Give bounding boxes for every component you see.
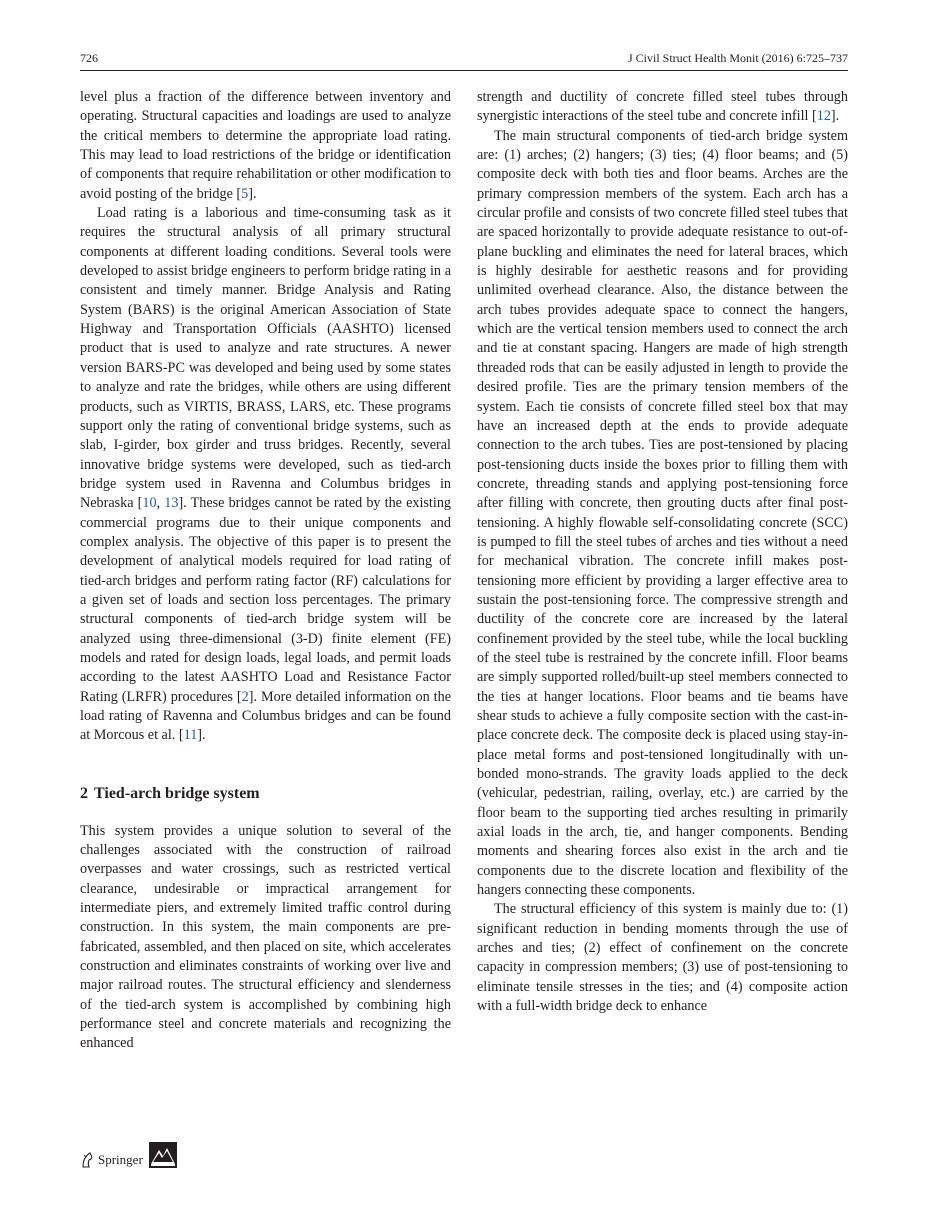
citation-link[interactable]: 12 xyxy=(816,108,831,125)
paragraph: strength and ductility of concrete filled steel tubes through synergistic interactions of the steel tube and concrete infill [12]. xyxy=(477,89,848,125)
springer-horse-icon xyxy=(80,1152,94,1168)
paragraph: The structural efficiency of this system is mainly due to: (1) significant reduction in bending moments through the use of arches and ties; (2) effect of confinement on the concrete capacity in compression members; (3) use of post-tensioning to eliminate tensile stresses in the ties; and (4) composite action with a full-width bridge deck to enhance xyxy=(477,901,848,1015)
paragraph: The main structural components of tied-arch bridge system are: (1) arches; (2) hangers; (3) ties; (4) floor beams; and (5) composite deck with both ties and floor beams. Arches are the primary compression members of the system. Each arch has a circular profile and consists of two concrete filled steel tubes that are spaced horizontally to provide adequate resistance to out-of-plane buckling and eliminates the need for lateral braces, which is highly desirable for aesthetic reasons and for providing unlimited overhead clearance. Also, the distance between the arch tubes provides adequate space to connect the hangers, which are the vertical tension members used to connect the arch and tie at constant spacing. Hangers are made of high strength threaded rods that can be easily adjusted in length to provide the desired profile. Ties are the primary tension members of the system. Each tie consists of concrete filled steel box that may have an increased depth at the ends to provide adequate connection to the arch tubes. Ties are post-tensioned by placing post-tensioning ducts inside the boxes prior to filling them with concrete, threading stands and applying post-tensioning force after filling with concrete, then grouting ducts after final post-tensioning. A highly flowable self-consolidating concrete (SCC) is pumped to fill the steel tubes of arches and ties without a need for mechanical vibration. The concrete infill makes post-tensioning more efficient by providing a larger effective area to sustain the post-tensioning force. The compressive strength and ductility of the concrete core are increased by the lateral confinement provided by the steel tube, while the local buckling of the steel tube is restrained by the concrete infill. Floor beams are simply supported rolled/built-up steel members connected to the ties at hanger locations. Floor beams and tie beams have shear studs to achieve a fully composite section with the cast-in-place concrete deck. The composite deck is placed using stay-in-place metal forms and post-tensioned longitudinally with un-bonded mono-strands. The gravity loads applied to the deck (vehicular, pedestrian, railing, overlay, etc.) are carried by the floor beam to the supporting tied arches resulting in primarily axial loads in the arch, tie, and hanger components. Bending moments and shearing forces also exist in the arch and tie components due to the discrete location and flexibility of the hangers connecting these components. xyxy=(477,127,848,899)
springer-brand xyxy=(80,1152,143,1168)
section-number: 2 xyxy=(80,784,88,802)
paragraph: This system provides a unique solution to several of the challenges associated with the construction of railroad overpasses and water crossings, such as restricted vertical clearance, undesirable or impractical arrangement for intermediate piers, and extremely limited traffic control during construction. In this system, the main components are pre-fabricated, assembled, and then placed on site, which accelerates construction and eliminates constraints of working over live and major railroad routes. The structural efficiency and slenderness of the tied-arch system is accomplished by combining high performance steel and concrete materials and recognizing the enhanced xyxy=(80,822,451,1052)
citation-link[interactable]: 5 xyxy=(241,185,249,202)
page-footer xyxy=(80,1138,177,1168)
citation-link[interactable]: 10 xyxy=(142,495,157,512)
header-rule xyxy=(80,70,848,71)
journal-logo-icon xyxy=(149,1142,177,1168)
page-number: 726 xyxy=(80,51,98,65)
section-title: Tied-arch bridge system xyxy=(94,784,260,802)
citation-link[interactable]: 13 xyxy=(164,495,179,512)
paragraph: Load rating is a laborious and time-consuming task as it requires the structural analysis of all primary structural components at different loading conditions. Several tools were developed to assist bridge engineers to perform bridge rating in a consistent and timely manner. Bridge Analysis and Rating System (BARS) is the original American Association of State Highway and Transportation Officials (AASHTO) licensed product that is used to analyze and rate structures. A newer version BARS-PC was developed and being used by some states to analyze and rate the bridges, while others are using different products, such as VIRTIS, BRASS, LARS, etc. These programs support only the rating of conventional bridge systems, such as slab, I-girder, box girder and truss bridges. Recently, several innovative bridge systems were developed, such as tied-arch bridge system used in Ravenna and Columbus bridges in Nebraska [10, 13]. These bridges cannot be rated by the existing commercial programs due to their unique components and complex analysis. The objective of this paper is to present the development of analytical models required for load rating of tied-arch bridges and perform rating factor (RF) calculations for a given set of loads and section loss percentages. The primary structural components of tied-arch bridge system will be analyzed using three-dimensional (3-D) finite element (FE) models and rated for design loads, legal loads, and permit loads according to the latest AASHTO Load and Resistance Factor Rating (LRFR) procedures [2]. More detailed information on the load rating of Ravenna and Columbus bridges and can be found at Morcous et al. [11]. xyxy=(80,205,452,744)
section-heading xyxy=(80,784,451,804)
citation-link[interactable]: 11 xyxy=(183,727,198,744)
citation-link[interactable]: 2 xyxy=(241,688,249,705)
right-column xyxy=(477,88,848,1017)
publisher-name: Springer xyxy=(98,1152,143,1167)
journal-citation: J Civil Struct Health Monit (2016) 6:725–737 xyxy=(628,51,848,65)
left-column xyxy=(80,88,451,1054)
paragraph: level plus a fraction of the difference between inventory and operating. Structural capacities and loadings are used to analyze the critical members to determine the appropriate load rating. This may lead to load restrictions of the bridge or identification of components that require rehabilitation or other modification to avoid posting of the bridge [5]. xyxy=(80,89,451,202)
